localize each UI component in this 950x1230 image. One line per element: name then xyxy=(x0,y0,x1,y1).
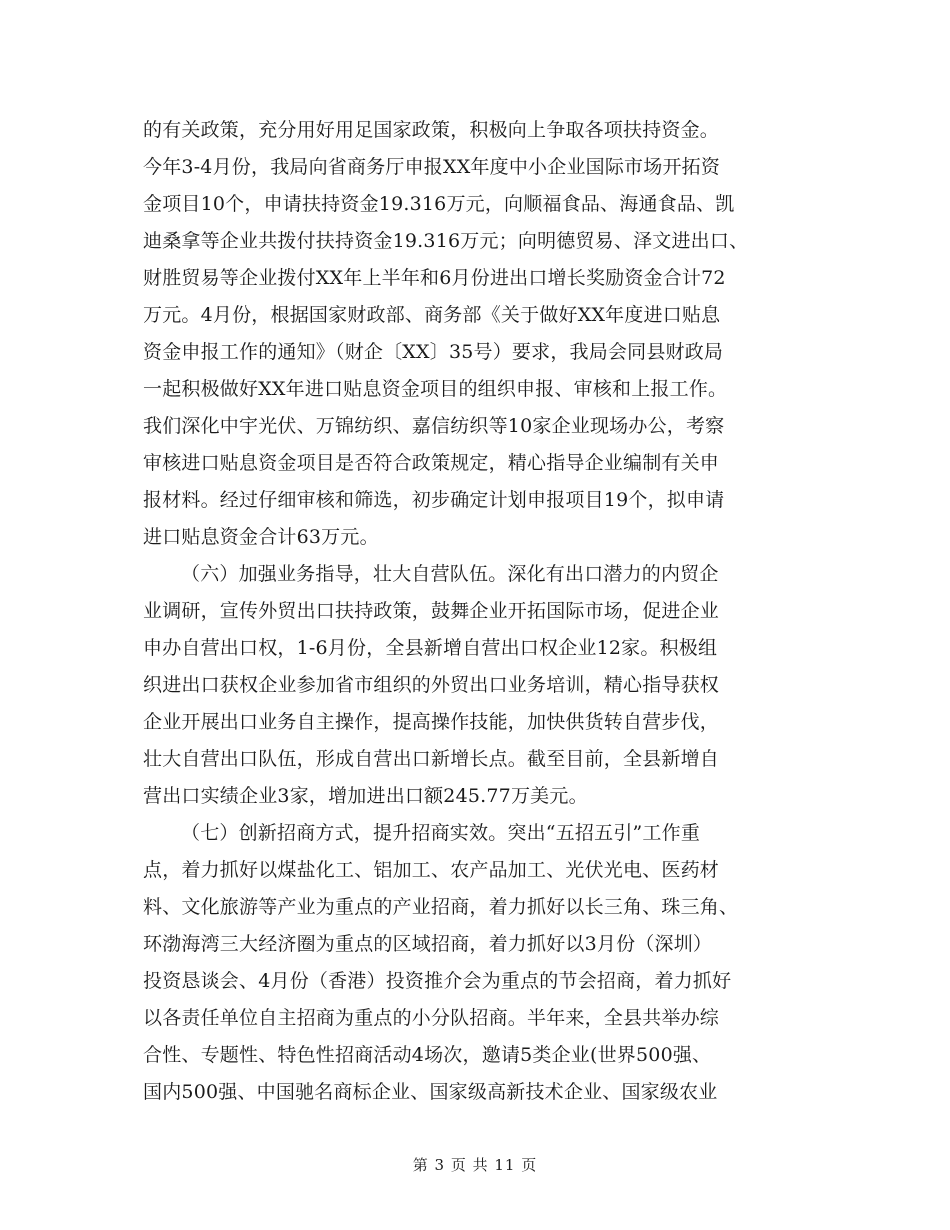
text-line: 的有关政策，充分用好用足国家政策，积极向上争取各项扶持资金。 xyxy=(143,119,720,141)
text-line: 今年3-4月份，我局向省商务厅申报XX年度中小企业国际市场开拓资 xyxy=(143,156,721,178)
document-body xyxy=(143,112,823,1111)
text-line: 壮大自营出口队伍，形成自营出口新增长点。截至目前，全县新增自 xyxy=(143,748,720,770)
text-line: 一起积极做好XX年进口贴息资金项目的组织申报、审核和上报工作。 xyxy=(143,378,728,400)
text-line: 国内500强、中国驰名商标企业、国家级高新技术企业、国家级农业 xyxy=(143,1081,718,1103)
text-line: 投资恳谈会、4月份（香港）投资推介会为重点的节会招商，着力抓好 xyxy=(143,970,732,992)
text-line: 点，着力抓好以煤盐化工、铝加工、农产品加工、光伏光电、医药材 xyxy=(143,859,720,881)
paragraph-start-line: （七）创新招商方式，提升招商实效。突出“五招五引”工作重 xyxy=(181,822,701,844)
text-line: 我们深化中宇光伏、万锦纺织、嘉信纺织等10家企业现场办公，考察 xyxy=(143,415,725,437)
text-line: 审核进口贴息资金项目是否符合政策规定，精心指导企业编制有关申 xyxy=(143,452,720,474)
text-line: 申办自营出口权，1-6月份，全县新增自营出口权企业12家。积极组 xyxy=(143,637,718,659)
text-line: 以各责任单位自主招商为重点的小分队招商。半年来，全县共举办综 xyxy=(143,1007,720,1029)
text-line: 营出口实绩企业3家，增加进出口额245.77万美元。 xyxy=(143,785,588,807)
text-line: 财胜贸易等企业拨付XX年上半年和6月份进出口增长奖励资金合计72 xyxy=(143,267,726,289)
text-line: 进口贴息资金合计63万元。 xyxy=(143,526,379,548)
text-line: 业调研，宣传外贸出口扶持政策，鼓舞企业开拓国际市场，促进企业 xyxy=(143,600,720,622)
paragraph-start-line: （六）加强业务指导，壮大自营队伍。深化有出口潜力的内贸企 xyxy=(181,563,719,585)
text-line: 迪桑拿等企业共拨付扶持资金19.316万元；向明德贸易、泽文进出口、 xyxy=(143,230,749,252)
text-line: 合性、专题性、特色性招商活动4场次，邀请5类企业(世界500强、 xyxy=(143,1044,712,1066)
text-line: 料、文化旅游等产业为重点的产业招商，着力抓好以长三角、珠三角、 xyxy=(143,896,739,918)
page-number: 第 3 页 共 11 页 xyxy=(412,1156,538,1174)
text-line: 万元。4月份，根据国家财政部、商务部《关于做好XX年度进口贴息 xyxy=(143,304,721,326)
text-line: 金项目10个，申请扶持资金19.316万元，向顺福食品、海通食品、凯 xyxy=(143,193,735,215)
text-line: 企业开展出口业务自主操作，提高操作技能，加快供货转自营步伐， xyxy=(143,711,720,733)
text-line: 织进出口获权企业参加省市组织的外贸出口业务培训，精心指导获权 xyxy=(143,674,720,696)
text-line: 环渤海湾三大经济圈为重点的区域招商，着力抓好以3月份（深圳） xyxy=(143,933,713,955)
text-line: 资金申报工作的通知》（财企〔XX〕35号）要求，我局会同县财政局 xyxy=(143,341,724,363)
text-line: 报材料。经过仔细审核和筛选，初步确定计划申报项目19个，拟申请 xyxy=(143,489,725,511)
